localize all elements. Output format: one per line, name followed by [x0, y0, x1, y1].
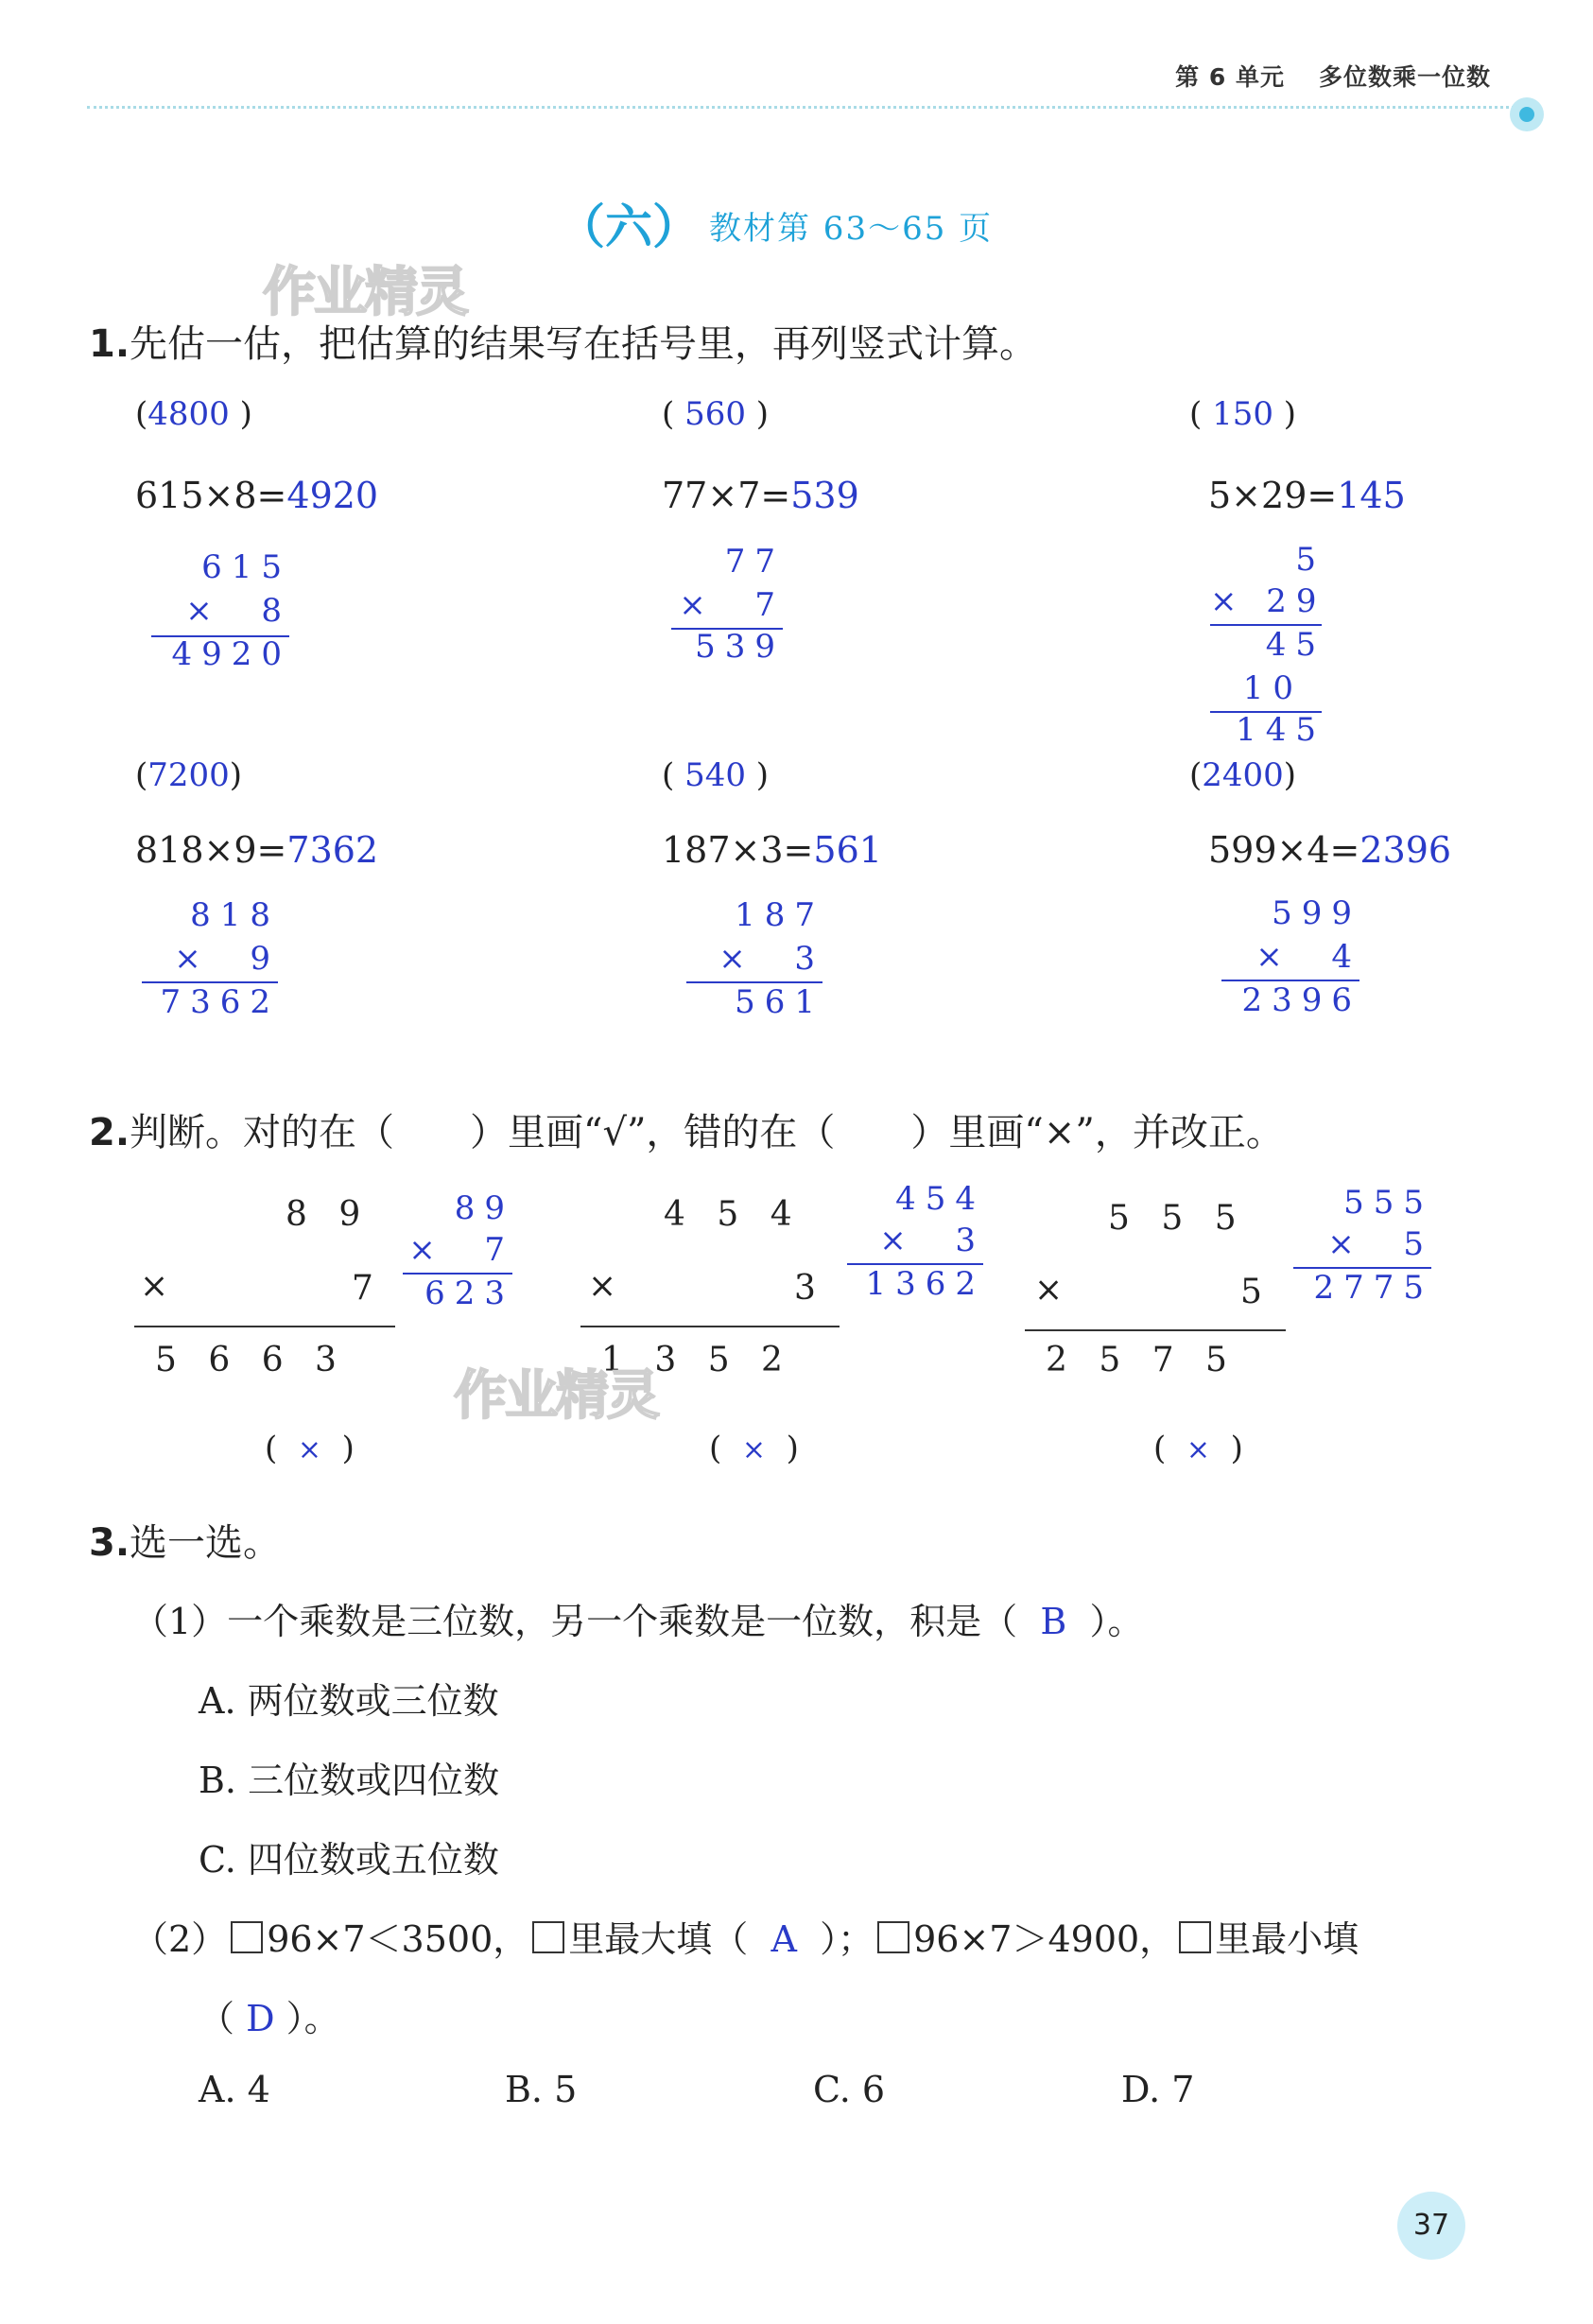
q2-item3-top: 5 5 5	[1108, 1199, 1237, 1238]
topic-label: 多位数乘一位数	[1318, 63, 1491, 91]
watermark-logo-2: 作业精灵	[454, 1365, 658, 1427]
page-header	[1141, 59, 1491, 93]
q3-sub1: （1）一个乘数是三位数，另一个乘数是一位数，积是（ B ）。	[132, 1601, 1144, 1642]
q1-item1-mult: × 8	[185, 592, 291, 630]
q2-item2-times: ×	[588, 1267, 617, 1306]
q1-item3-top: 5	[1295, 541, 1325, 579]
q2-item3-fix-product: 2775	[1313, 1269, 1433, 1307]
q2-item3-fix-top: 555	[1343, 1184, 1433, 1222]
q3-sub2-option-b: B. 5	[505, 2069, 578, 2110]
q1-item2-estimate: ( 560 )	[662, 395, 770, 433]
q3-number: 3.	[89, 1521, 130, 1565]
q2-item1-result: 5 6 6 3	[155, 1341, 337, 1379]
page-number: 37	[1397, 2192, 1465, 2260]
q2-item1-factor: 7	[352, 1269, 373, 1308]
q2-item2-fix-product: 1362	[865, 1265, 985, 1303]
watermark-logo: 作业精灵	[263, 262, 467, 323]
q1-item6-product: 2396	[1241, 981, 1361, 1019]
section-subtitle: 教材第 63～65 页	[709, 210, 994, 248]
q1-item5-estimate: ( 540 )	[662, 756, 770, 794]
q2-item1-fix-product: 623	[424, 1275, 514, 1312]
q2-item2-rule	[580, 1326, 840, 1327]
q3-sub1-answer: B	[1040, 1601, 1067, 1642]
q1-item6-mult: × 4	[1255, 938, 1361, 976]
blank-box-icon	[1179, 1921, 1211, 1953]
q1-item1-top: 615	[201, 548, 291, 586]
q1-item6-top: 599	[1272, 894, 1361, 932]
q3-heading	[89, 1513, 281, 1567]
q3-sub1-option-b: B. 三位数或四位数	[199, 1760, 500, 1801]
q3-prompt: 选一选。	[130, 1521, 282, 1565]
q1-item1-product: 4920	[171, 635, 291, 673]
q2-item2-fix-mult: × 3	[879, 1222, 985, 1259]
q2-item1-judge: ( × )	[265, 1430, 355, 1467]
q1-item4-product: 7362	[160, 983, 280, 1021]
q1-item5-mult: × 3	[719, 940, 824, 978]
q1-item3-product: 145	[1236, 711, 1325, 749]
q2-item3-factor: 5	[1240, 1273, 1262, 1311]
q1-item6-estimate: (2400)	[1189, 756, 1297, 794]
q3-sub1-option-a: A. 两位数或三位数	[199, 1680, 499, 1722]
q1-item3-partial1: 45	[1265, 626, 1325, 664]
q1-item5-product: 561	[735, 983, 824, 1021]
q1-item3-estimate: ( 150 )	[1189, 395, 1297, 433]
q2-item2-judge: ( × )	[709, 1430, 799, 1467]
q2-item3-result: 2 5 7 5	[1046, 1341, 1227, 1379]
q3-sub1-option-c: C. 四位数或五位数	[199, 1839, 499, 1881]
q1-item3-mult: × 29	[1210, 582, 1326, 620]
q2-number: 2.	[89, 1111, 130, 1154]
q1-item1-expression: 615×8=4920	[135, 475, 379, 516]
q2-item2-factor: 3	[794, 1269, 816, 1308]
q2-item3-rule	[1025, 1329, 1286, 1331]
q2-heading	[89, 1102, 1284, 1156]
q2-item1-fix-mult: × 7	[408, 1231, 514, 1269]
q1-item4-expression: 818×9=7362	[135, 829, 379, 871]
q1-heading	[89, 314, 1037, 368]
header-divider	[87, 106, 1515, 109]
q1-item5-top: 187	[735, 896, 824, 934]
header-dot-icon	[1510, 97, 1544, 131]
blank-box-icon	[231, 1921, 263, 1953]
q3-sub2-line2: （ D ）。	[199, 1998, 340, 2039]
q1-item2-product: 539	[695, 628, 785, 666]
q2-item3-fix-mult: × 5	[1327, 1225, 1433, 1263]
q1-item4-mult: × 9	[174, 940, 280, 978]
q1-item2-mult: × 7	[679, 586, 785, 624]
q3-sub2-answer1: A	[771, 1918, 797, 1960]
q2-item2-result: 1 3 5 2	[601, 1341, 783, 1379]
q3-sub2-line1: （2） 96×7＜3500， 里最大填（ A ）； 96×7＞4900， 里最小填	[132, 1918, 1359, 1960]
unit-label: 第 6 单元	[1175, 63, 1285, 91]
q1-item4-top: 818	[190, 896, 280, 934]
q2-item1-fix-top: 89	[454, 1189, 514, 1227]
q3-sub2-answer2: D	[246, 1998, 275, 2039]
q1-item1-estimate: (4800 )	[135, 395, 252, 433]
q2-item2-fix-top: 454	[895, 1180, 985, 1218]
q1-item5-expression: 187×3=561	[662, 829, 882, 871]
q2-item3-judge: ( × )	[1153, 1430, 1243, 1467]
q3-sub2-option-d: D. 7	[1121, 2069, 1195, 2110]
q1-item3-expression: 5×29=145	[1208, 475, 1406, 516]
q1-item4-estimate: (7200)	[135, 756, 243, 794]
q1-item3-partial2: 10	[1242, 669, 1303, 707]
q1-prompt: 先估一估，把估算的结果写在括号里，再列竖式计算。	[130, 322, 1038, 366]
q2-item1-top: 8 9	[286, 1195, 361, 1234]
q2-item1-times: ×	[140, 1267, 169, 1306]
q2-item1-rule	[134, 1326, 395, 1327]
q2-prompt: 判断。对的在（ ）里画“√”，错的在（ ）里画“×”，并改正。	[130, 1111, 1284, 1154]
q1-item6-expression: 599×4=2396	[1208, 829, 1452, 871]
q1-item2-top: 77	[724, 543, 785, 581]
q1-item2-expression: 77×7=539	[662, 475, 859, 516]
q3-sub2-option-c: C. 6	[813, 2069, 886, 2110]
blank-box-icon	[532, 1921, 564, 1953]
q3-sub2-option-a: A. 4	[199, 2069, 270, 2110]
q2-item2-top: 4 5 4	[664, 1195, 792, 1234]
blank-box-icon	[877, 1921, 909, 1953]
q2-item3-times: ×	[1034, 1271, 1064, 1309]
section-title: （六）	[558, 199, 700, 254]
q1-number: 1.	[89, 322, 130, 366]
